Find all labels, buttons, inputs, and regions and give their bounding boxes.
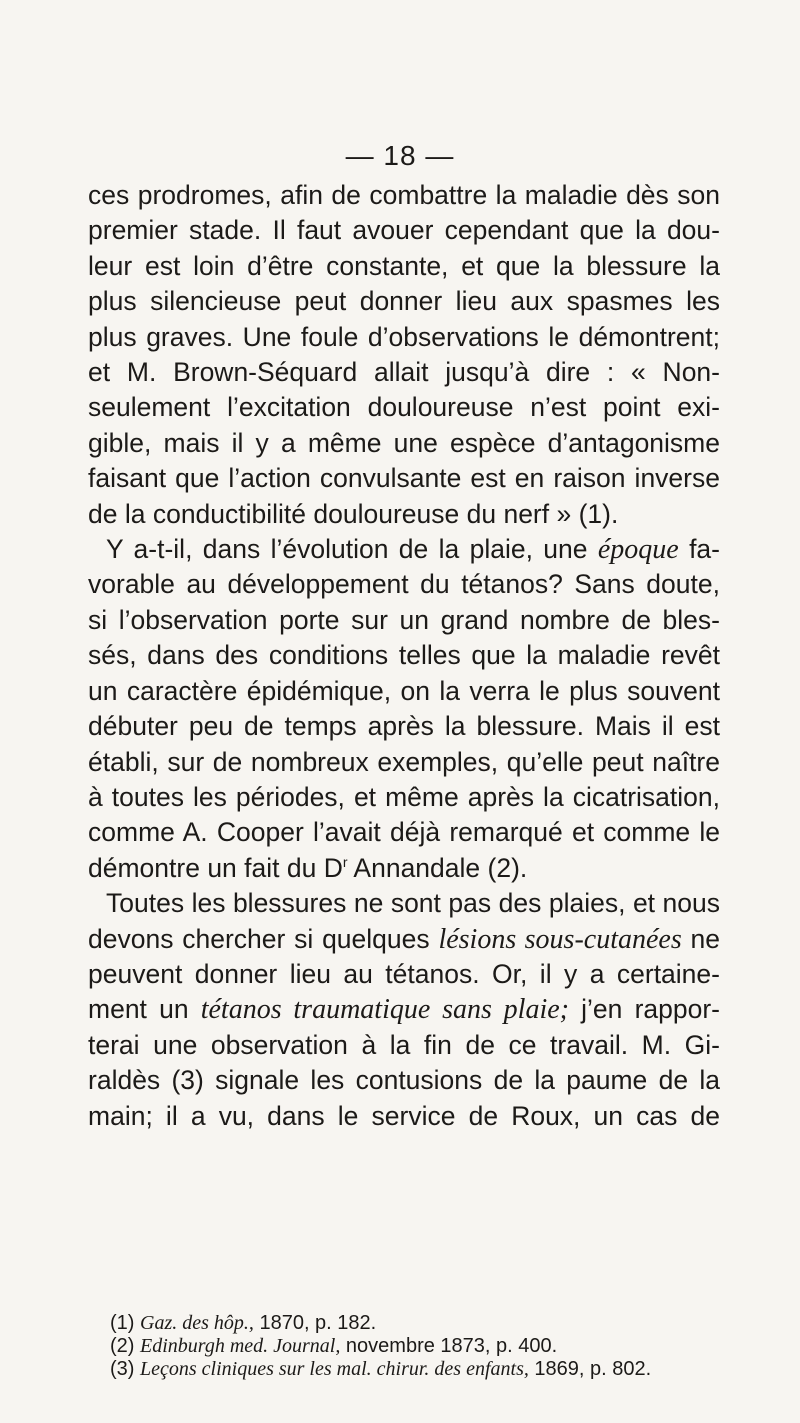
text-line: comme A. Cooper l’avait déjà remarqué et comme le (88, 817, 720, 848)
text-line: ces prodromes, afin de combattre la maladie dès son (88, 180, 720, 210)
footnote-reference: 1869, p. 802. (528, 1358, 652, 1380)
italic-term: époque (597, 534, 679, 566)
text-line: si l’observation porte sur un grand nombre de bles- (88, 604, 720, 635)
page-number: — 18 — (345, 140, 455, 171)
text-line (88, 992, 720, 1027)
text-line: main; il a vu, dans le service de Roux, un cas de (88, 1100, 720, 1131)
text-line: gible, mais il y a même une espèce d’antagonisme (88, 427, 720, 458)
text-run: ment un (88, 994, 201, 1025)
text-line: seulement l’excitation douloureuse n’est point exi- (88, 392, 720, 423)
superscript: r (342, 853, 348, 870)
italic-term: tétanos traumatique sans plaie; (200, 994, 569, 1026)
text-line (88, 851, 720, 886)
text-line: un caractère épidémique, on la verra le plus souvent (88, 675, 720, 706)
text-line: vorable au développement du tétanos? Sans doute, (88, 569, 720, 600)
text-line (88, 532, 720, 567)
text-run: démontre un fait du D (88, 852, 343, 883)
text-line: débuter peu de temps après la blessure. Mais il est (88, 711, 720, 742)
text-run: Annandale (2). (347, 852, 528, 883)
text-line: Toutes les blessures ne sont pas des plaies, et nous (106, 888, 720, 919)
text-run: ne (681, 923, 721, 954)
footnotes (110, 1312, 750, 1381)
body-text (88, 178, 720, 1134)
footnote-1 (110, 1312, 750, 1335)
footnote-number: (1) (110, 1312, 140, 1334)
text-line: plus graves. Une foule d’observations le démontrent; (88, 321, 720, 352)
text-line: et M. Brown-Séquard allait jusqu’à dire : « Non- (88, 357, 720, 388)
footnote-reference: 1870, p. 182. (253, 1312, 377, 1334)
text-line: établi, sur de nombreux exemples, qu’elle peut naître (88, 746, 720, 777)
footnote-source-title: Edinburgh med. Journal, (140, 1335, 341, 1357)
footnote-number: (3) (110, 1358, 140, 1380)
text-run: Y a-t-il, dans l’évolution de la plaie, une (106, 534, 598, 565)
text-line: peuvent donner lieu au tétanos. Or, il y a certaine- (88, 958, 720, 989)
footnote-reference: novembre 1873, p. 400. (340, 1335, 558, 1357)
text-run: devons chercher si quelques (88, 923, 439, 954)
text-line (88, 922, 720, 957)
text-line: terai une observation à la fin de ce travail. M. Gi- (88, 1029, 720, 1060)
footnote-3 (110, 1358, 750, 1381)
text-line: plus silencieuse peut donner lieu aux spasmes les (88, 286, 720, 317)
footnote-source-title: Leçons cliniques sur les mal. chirur. des enfants, (140, 1358, 529, 1380)
text-line: leur est loin d’être constante, et que la blessure la (88, 250, 720, 281)
text-run: j’en rappor- (569, 994, 721, 1025)
text-line: premier stade. Il faut avouer cependant que la dou- (88, 215, 720, 246)
footnote-source-title: Gaz. des hôp., (140, 1312, 254, 1334)
text-line: à toutes les périodes, et même après la cicatrisation, (88, 781, 720, 812)
text-line: de la conductibilité douloureuse du nerf » (1). (88, 498, 619, 529)
text-line: faisant que l’action convulsante est en raison inverse (88, 463, 720, 494)
footnote-2 (110, 1335, 750, 1358)
italic-term: lésions sous-cutanées (438, 923, 682, 955)
text-run: fa- (678, 534, 720, 565)
footnote-number: (2) (110, 1335, 140, 1357)
text-line: raldès (3) signale les contusions de la paume de la (88, 1065, 720, 1096)
text-line: sés, dans des conditions telles que la maladie revêt (88, 640, 720, 671)
